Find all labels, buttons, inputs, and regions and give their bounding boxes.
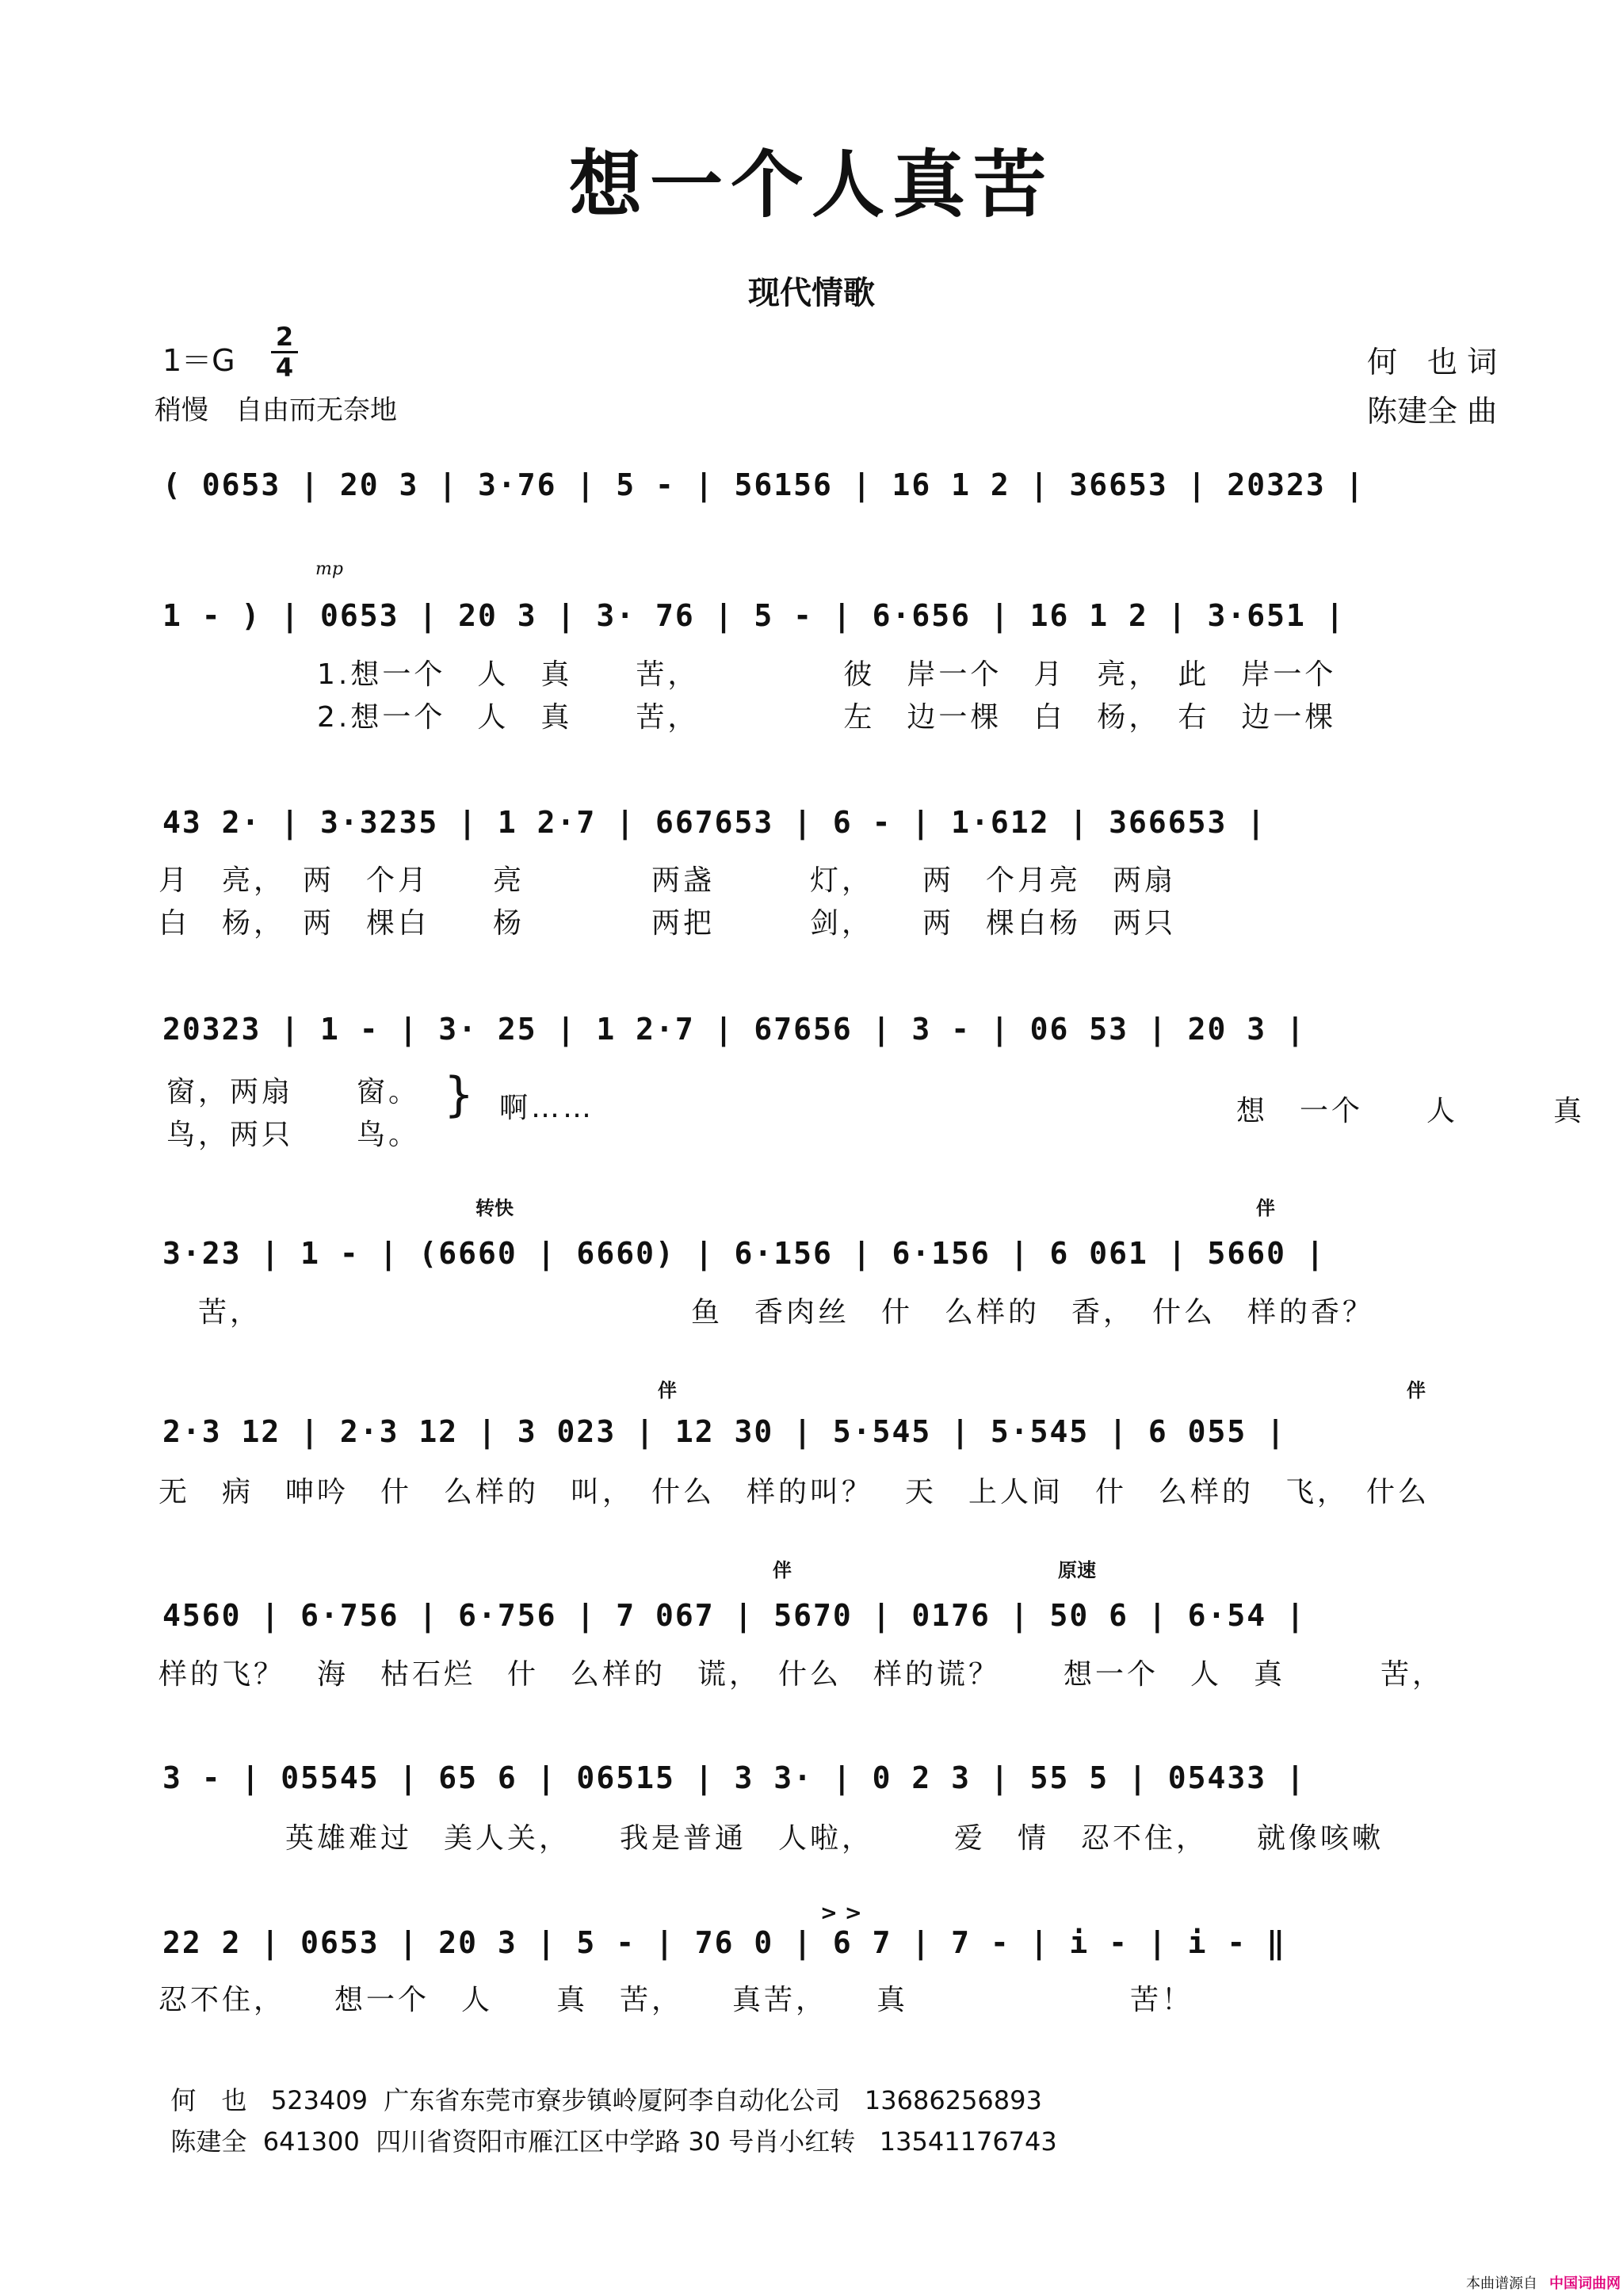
tempo-yuansu: 原速 — [1058, 1559, 1096, 1581]
notation-row-9: 22 2 | 0653 | 20 3 | 5 - | 76 0 | 6 7 | 7 - | i - | i - ‖ — [162, 1925, 1287, 1960]
contact-phone: 13686256893 — [864, 2085, 1042, 2115]
contact-phone: 13541176743 — [879, 2126, 1057, 2157]
tempo-marking: 稍慢 自由而无奈地 — [155, 395, 397, 426]
notation-row-7: 4560 | 6·756 | 6·756 | 7 067 | 5670 | 0176 | 50 6 | 6·54 | — [162, 1598, 1306, 1633]
notation-row-8: 3 - | 05545 | 65 6 | 06515 | 3 3· | 0 2 3 | 55 5 | 05433 | — [162, 1760, 1306, 1795]
notation-row-5: 3·23 | 1 - | (6660 | 6660) | 6·156 | 6·156 | 6 061 | 5660 | — [162, 1236, 1326, 1271]
lyric-row-3-verse-2: 白 杨， 两 棵白 杨 两把 剑， 两 棵白杨 两只 — [158, 907, 1177, 940]
contact-row-2 — [155, 2092, 1057, 2158]
notation-row-2: 1 - ) | 0653 | 20 3 | 3· 76 | 5 - | 6·656 | 16 1 2 | 3·651 | — [162, 598, 1346, 633]
lyric-row-8: 英雄难过 美人关， 我是普通 人啦， 爱 情 忍不住， 就像咳嗽 — [158, 1822, 1384, 1855]
lyric-row-7: 样的飞？ 海 枯石烂 什 么样的 谎， 什么 样的谎？ 想一个 人 真 苦， — [158, 1658, 1445, 1691]
contact-zip: 523409 — [270, 2085, 369, 2115]
accomp-mark: 伴 — [1407, 1379, 1426, 1402]
key-signature: 1＝G — [162, 343, 235, 378]
contact-name: 陈建全 — [170, 2126, 247, 2157]
notation-row-1: ( 0653 | 20 3 | 3·76 | 5 - | 56156 | 16 1 2 | 36653 | 20323 | — [162, 467, 1365, 502]
time-sig-top: 2 — [275, 322, 294, 352]
lyric-row-4-right: 想 一个 人 真 — [1236, 1095, 1586, 1127]
contact-address: 四川省资阳市雁江区中学路 30 号肖小红转 — [376, 2126, 856, 2157]
lyric-row-6: 无 病 呻吟 什 么样的 叫， 什么 样的叫？ 天 上人间 什 么样的 飞， 什么 — [158, 1476, 1430, 1508]
watermark-brand: 中国词曲网 — [1549, 2275, 1621, 2292]
song-title: 想一个人真苦 — [568, 142, 1054, 227]
notation-row-6: 2·3 12 | 2·3 12 | 3 023 | 12 30 | 5·545 | 5·545 | 6 055 | — [162, 1414, 1287, 1449]
dynamic-mp: mp — [315, 559, 343, 579]
lyric-row-3-verse-1: 月 亮， 两 个月 亮 两盏 灯， 两 个月亮 两扇 — [158, 864, 1177, 897]
tempo-zhuankuai: 转快 — [475, 1197, 514, 1219]
contact-address: 广东省东莞市寮步镇岭厦阿李自动化公司 — [384, 2085, 841, 2115]
lyric-row-4-verse-2: 鸟，两只 鸟。 — [166, 1119, 421, 1151]
contact-zip: 641300 — [262, 2126, 360, 2157]
time-signature — [271, 323, 298, 381]
lyricist-credit: 何 也 词 — [1367, 345, 1498, 379]
lyric-row-2-verse-2: 2.想一个 人 真 苦， 左 边一棵 白 杨， 右 边一棵 — [317, 701, 1337, 734]
accomp-mark: 伴 — [1256, 1197, 1275, 1219]
lyric-row-2-verse-1: 1.想一个 人 真 苦， 彼 岸一个 月 亮， 此 岸一个 — [317, 658, 1337, 691]
accomp-mark: 伴 — [773, 1559, 792, 1581]
notation-row-3: 43 2· | 3·3235 | 1 2·7 | 667653 | 6 - | 1·612 | 366653 | — [162, 805, 1267, 840]
song-subtitle: 现代情歌 — [748, 275, 875, 311]
composer-credit: 陈建全 曲 — [1367, 394, 1498, 429]
accent-marks: > > — [820, 1901, 862, 1925]
lyric-row-4-verse-1: 窗，两扇 窗。 — [166, 1076, 421, 1108]
time-sig-bottom: 4 — [275, 353, 294, 383]
lyric-row-9: 忍不住， 想一个 人 真 苦， 真苦， 真 苦！ — [158, 1984, 1194, 2016]
watermark-source: 本曲谱源自 — [1466, 2275, 1537, 2292]
brace: } — [444, 1067, 475, 1123]
lyric-row-5: 苦， 鱼 香肉丝 什 么样的 香， 什么 样的香？ — [166, 1296, 1375, 1329]
notation-row-4: 20323 | 1 - | 3· 25 | 1 2·7 | 67656 | 3 - | 06 53 | 20 3 | — [162, 1012, 1306, 1047]
contact-name: 何 也 — [170, 2085, 247, 2115]
accomp-mark: 伴 — [658, 1379, 677, 1402]
lyric-row-4-aside: 啊…… — [499, 1092, 595, 1124]
